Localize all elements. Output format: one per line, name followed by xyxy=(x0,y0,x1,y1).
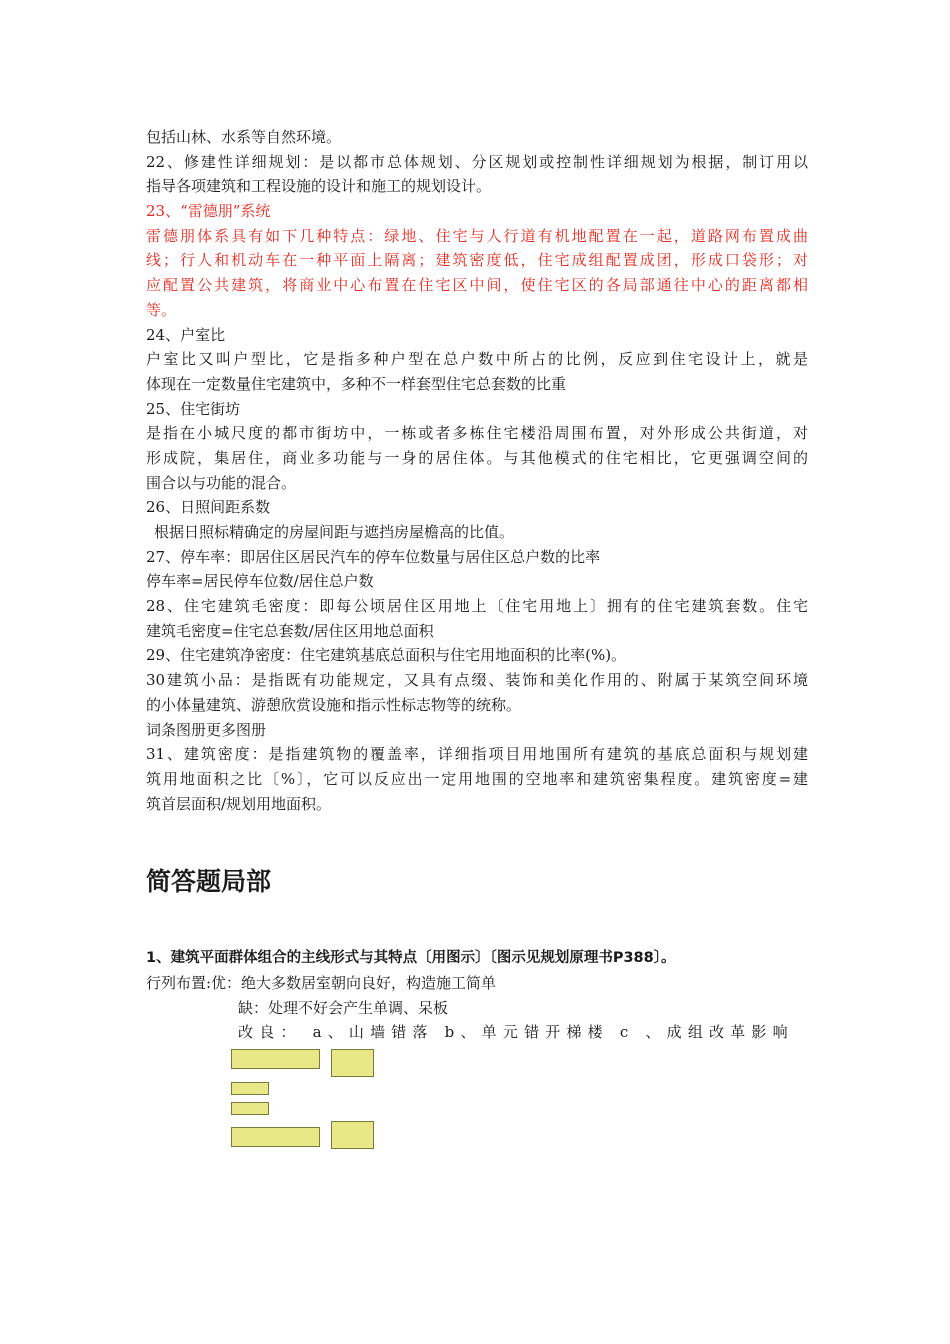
term-heading: 25、住宅街坊 xyxy=(146,399,241,418)
term-heading-raeburn: 23、“雷德朋”系统 xyxy=(146,202,271,221)
section-heading: 简答题局部 xyxy=(146,867,272,897)
text-line: 体现在一定数量住宅建筑中，多种不一样套型住宅总套数的比重 xyxy=(146,374,567,393)
text-line: 27、停车率：即居住区居民汽车的停车位数量与居住区总户数的比率 xyxy=(146,547,601,566)
text-line: 筑用地面积之比〔%〕，它可以反应出一定用地围的空地率和建筑密集程度。建筑密度=建 xyxy=(146,769,808,788)
text-line: 的小体量建筑、游憩欣赏设施和指示性标志物等的统称。 xyxy=(146,695,522,714)
text-line: 31、建筑密度：是指建筑物的覆盖率，详细指项目用地围所有建筑的基底总面积与规划建 xyxy=(146,745,808,764)
building-block xyxy=(231,1127,320,1147)
question-title: 1、建筑平面群体组合的主线形式与其特点〔用图示〕〔图示见规划原理书P388〕。 xyxy=(146,950,676,967)
building-block xyxy=(231,1082,269,1095)
building-block xyxy=(231,1102,269,1115)
gallery-link-text: 词条图册更多图册 xyxy=(146,720,267,739)
text-line: 根据日照标精确定的房屋间距与遮挡房屋檐高的比值。 xyxy=(154,523,515,541)
text-line: 包括山林、水系等自然环境。 xyxy=(146,128,342,146)
term-heading: 26、日照间距系数 xyxy=(146,498,271,517)
text-line: 停车率=居民停车位数/居住总户数 xyxy=(146,572,374,591)
text-line-red: 等。 xyxy=(146,300,177,319)
row-layout-diagram xyxy=(146,1049,808,1179)
text-line: 29、住宅建筑净密度：住宅建筑基底总面积与住宅用地面积的比率(%)。 xyxy=(146,646,627,665)
document-page xyxy=(146,125,808,1179)
text-line: 指导各项建筑和工程设施的设计和施工的规划设计。 xyxy=(146,177,492,196)
building-block xyxy=(331,1121,374,1149)
text-line-red: 线；行人和机动车在一种平面上隔离；建筑密度低，住宅成组配置成团，形成口袋形；对 xyxy=(146,251,808,270)
text-line: 围合以与功能的混合。 xyxy=(146,473,297,492)
text-line: 户室比又叫户型比，它是指多种户型在总户数中所占的比例，反应到住宅设计上，就是 xyxy=(146,350,808,369)
text-line: 形成院，集居住，商业多功能与一身的居住体。与其他模式的住宅相比，它更强调空间的 xyxy=(146,448,808,467)
text-line: 筑首层面积/规划用地面积。 xyxy=(146,794,332,813)
text-line: 是指在小城尺度的都市街坊中，一栋或者多栋住宅楼沿周围布置，对外形成公共街道，对 xyxy=(146,424,808,443)
text-line-red: 雷德朋体系具有如下几种特点：绿地、住宅与人行道有机地配置在一起，道路网布置成曲 xyxy=(146,226,808,245)
answer-cons: 缺：处理不好会产生单调、呆板 xyxy=(238,998,449,1017)
text-line: 30建筑小品：是指既有功能规定，又具有点缀、装饰和美化作用的、附属于某筑空间环境 xyxy=(146,671,808,690)
text-line: 建筑毛密度=住宅总套数/居住区用地总面积 xyxy=(146,621,434,640)
text-line-red: 应配置公共建筑，将商业中心布置在住宅区中间，使住宅区的各局部通往中心的距离都相 xyxy=(146,276,808,295)
answer-improve: 改良： a、山墙错落 b、单元错开梯楼 c 、成组改革影响 xyxy=(238,1023,794,1042)
answer-line: 行列布置:优：绝大多数居室朝向良好，构造施工简单 xyxy=(146,973,497,992)
text-line: 22、修建性详细规划：是以都市总体规划、分区规划或控制性详细规划为根据，制订用以 xyxy=(146,152,808,171)
building-block xyxy=(331,1049,374,1077)
building-block xyxy=(231,1049,320,1069)
text-line: 28、住宅建筑毛密度：即每公顷居住区用地上〔住宅用地上〕拥有的住宅建筑套数。住宅 xyxy=(146,597,808,616)
term-heading: 24、户室比 xyxy=(146,325,226,344)
